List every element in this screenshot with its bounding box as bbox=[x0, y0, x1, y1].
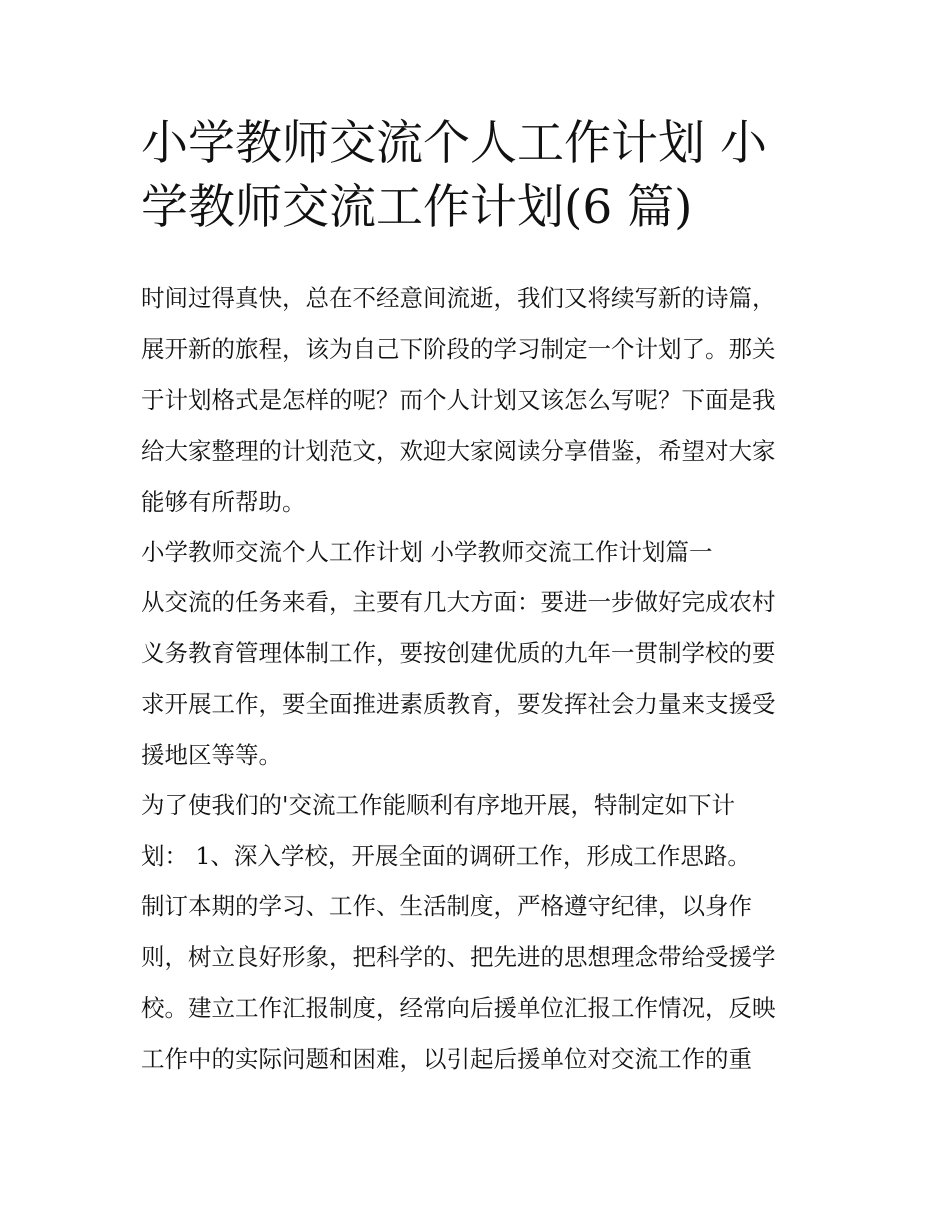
paragraph-line: 义务教育管理体制工作，要按创建优质的九年一贯制学校的要 bbox=[141, 639, 776, 667]
title-line: 学教师交流工作计划(6 篇) bbox=[141, 180, 693, 235]
intro-paragraph-line: 展开新的旅程，该为自己下阶段的学习制定一个计划了。那关 bbox=[141, 335, 776, 363]
paragraph-line: 援地区等等。 bbox=[141, 741, 282, 769]
document-body bbox=[141, 273, 821, 1085]
document-title bbox=[141, 112, 821, 240]
paragraph-line: 校。建立工作汇报制度，经常向后援单位汇报工作情况，反映 bbox=[141, 994, 776, 1022]
intro-paragraph-line: 于计划格式是怎样的呢？而个人计划又该怎么写呢？下面是我 bbox=[141, 386, 776, 414]
paragraph-line: 工作中的实际问题和困难，以引起后援单位对交流工作的重 bbox=[141, 1045, 752, 1073]
paragraph-line: 制订本期的学习、工作、生活制度，严格遵守纪律，以身作 bbox=[141, 892, 752, 920]
paragraph-line: 求开展工作，要全面推进素质教育，要发挥社会力量来支援受 bbox=[141, 690, 776, 718]
paragraph-line: 为了使我们的'交流工作能顺利有序地开展，特制定如下计 bbox=[141, 791, 735, 819]
intro-paragraph-line: 时间过得真快，总在不经意间流逝，我们又将续写新的诗篇， bbox=[141, 284, 776, 312]
title-line: 小学教师交流个人工作计划 小 bbox=[141, 116, 767, 171]
paragraph-line: 则，树立良好形象，把科学的、把先进的思想理念带给受援学 bbox=[141, 943, 776, 971]
paragraph-line: 从交流的任务来看，主要有几大方面：要进一步做好完成农村 bbox=[141, 588, 776, 616]
section-heading: 小学教师交流个人工作计划 小学教师交流工作计划篇一 bbox=[141, 538, 713, 566]
intro-paragraph-line: 能够有所帮助。 bbox=[141, 488, 306, 516]
paragraph-line: 划： 1、深入学校，开展全面的调研工作，形成工作思路。 bbox=[141, 842, 751, 870]
intro-paragraph-line: 给大家整理的计划范文，欢迎大家阅读分享借鉴，希望对大家 bbox=[141, 437, 776, 465]
